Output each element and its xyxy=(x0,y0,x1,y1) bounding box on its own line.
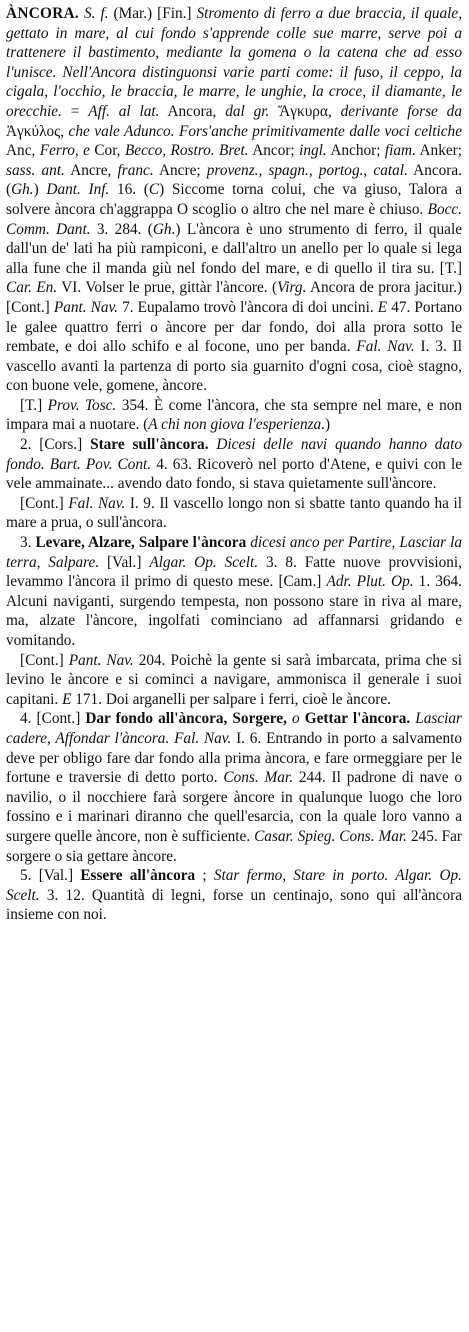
text-run: 354. È come l'àncora, che sta sempre nel mare, e non impara mai a nuotare. ( xyxy=(6,396,463,434)
italic-text: Dicesi delle navi quando hanno dato fondo. Bart. Pov. Cont. xyxy=(6,436,462,473)
entry-paragraph-sense-2-citation xyxy=(6,494,462,533)
bold-phrase: Gettar l'àncora. xyxy=(304,710,411,728)
text-run: (Mar.) [Fin.] xyxy=(108,5,197,22)
bold-phrase: Stare sull'àncora. xyxy=(90,436,209,454)
entry-paragraph-sense-4 xyxy=(6,709,462,866)
bold-phrase: Essere all'àncora xyxy=(80,867,196,885)
text-run: [Cont.] xyxy=(20,494,69,512)
text-run: = xyxy=(61,102,89,120)
text-run: 4. [Cont.] xyxy=(20,710,86,728)
italic-text: Prov. Tosc. xyxy=(47,396,117,414)
entry-paragraph-sense-3-citation xyxy=(6,651,462,710)
bold-phrase: Dar fondo all'àncora, Sorgere, xyxy=(85,710,287,728)
text-run: Ἄγκυρα, xyxy=(269,102,341,120)
italic-text: Car. En. xyxy=(6,279,58,297)
text-run: ) xyxy=(325,416,331,434)
bold-phrase: Levare, Alzare, Salpare l'àncora xyxy=(35,534,247,552)
text-run: Ἀγκύλος, xyxy=(6,122,69,140)
text-run: Ancora. ( xyxy=(6,161,462,199)
text-run: 3. 284. ( xyxy=(90,220,153,238)
entry-paragraph-sense-3 xyxy=(6,533,462,651)
italic-text: C xyxy=(148,181,160,199)
text-run: 3. 8. Fatte nuove provvisioni, levammo l'àncora il primo di questo mese. [Cam.] xyxy=(6,553,462,591)
italic-text: fiam. xyxy=(384,142,416,160)
text-run: Anker; xyxy=(415,142,462,160)
text-run: Ancora, xyxy=(159,102,226,120)
text-run: 5. [Val.] xyxy=(20,867,81,885)
italic-text: Algar. Op. Scelt. xyxy=(149,553,259,571)
text-run: I. 9. Il vascello longo non si sbatte tanto quando ha il mare a prua, o sull'àncora. xyxy=(6,494,462,532)
italic-text: Gh. xyxy=(152,220,176,238)
italic-text: ingl. xyxy=(299,142,327,160)
entry-paragraph-sense-5 xyxy=(6,866,462,925)
italic-text: Casar. Spieg. Cons. Mar. xyxy=(254,827,407,845)
text-run: ) L'àncora è uno strumento di ferro, il quale dall'un de' lati ha più rampiconi, e dall'altro un anello per lo quale si lega alla fune che il manda giù nel fondo del mare, e di quello il tira su. [T.] xyxy=(6,220,463,277)
italic-text: franc. xyxy=(117,161,154,179)
text-run: Ancora de prora jacitur.) [Cont.] xyxy=(6,279,462,316)
text-run: Ancor; xyxy=(248,142,300,160)
text-run: 244. Il padrone di nave o navilio, o il nocchiere farà sorgere àncore in qualunque luogo che loro fossino e i marinari diranno che quell'esarcia, con la quale loro vanno a surgere quelle àncore, non è sufficiente. xyxy=(6,769,463,845)
text-run: 4. 63. Ricoverò nel porto d'Atene, e quivi con le vele ammainate... avendo dato fondo, si stava quietamente sull'àncore. xyxy=(6,455,462,493)
text-run: 171. Doi arganelli per salpare i ferri, cioè le àncore. xyxy=(71,690,391,708)
italic-text: Bocc. Comm. Dant. xyxy=(6,200,462,238)
italic-text: provenz., spagn., portog., catal. xyxy=(206,161,408,179)
text-run: 47. Portano le galee quattro ferri o àncore per dar fondo, doi alla prora sotto le rembate, e doi allo schifo e al focone, uno per banda. xyxy=(6,298,462,356)
italic-text: Fal. Nav. xyxy=(68,494,126,512)
text-run: Ancre; xyxy=(153,161,207,179)
italic-text: E xyxy=(377,298,388,316)
text-run: 3. xyxy=(20,534,36,552)
text-run: 2. [Cors.] xyxy=(20,436,91,454)
italic-text: Pant. Nav. xyxy=(53,298,118,316)
text-run: Anchor; xyxy=(326,142,385,160)
text-run: [T.] xyxy=(20,396,48,414)
italic-text: Pant. Nav. xyxy=(68,651,134,669)
italic-text: Becco, Rostro. Bret. xyxy=(124,142,249,160)
italic-text: Cons. Mar. xyxy=(223,769,294,787)
italic-text: Lasciar cadere, Affondar l'àncora. Fal. Nav. xyxy=(6,710,462,747)
italic-text: E xyxy=(62,690,72,708)
italic-text: Adr. Plut. Op. xyxy=(326,573,414,591)
italic-text: Fal. Nav. xyxy=(356,338,415,356)
italic-text: A chi non giova l'esperienza. xyxy=(148,416,326,434)
text-run: 245. Far sorgere o sia gettare àncore. xyxy=(6,827,462,865)
entry-paragraph-sense-2 xyxy=(6,435,462,494)
italic-text: derivante forse da xyxy=(340,102,462,120)
headword: ÀNCORA. xyxy=(6,5,80,22)
italic-text: Gh. xyxy=(11,181,34,199)
text-run: I. 3. Il vascello avanti la partenza di porto sia guarnito d'ogni cosa, cioè stagno, con buone vele, gomene, àncore. xyxy=(6,338,462,395)
text-run: Ancre, xyxy=(64,161,118,179)
italic-text: sass. ant. xyxy=(6,161,65,179)
text-run: ; xyxy=(195,867,214,885)
text-run: ) xyxy=(33,181,47,199)
italic-text: S. f. xyxy=(84,5,109,22)
text-run: Cor, xyxy=(89,142,125,160)
text-run: I. 6. Entrando in porto a salvamento deve per obligo fare dar fondo alla prima àncora, e fare ormeggiare per le fortune e traversie di detto porto. xyxy=(6,729,462,787)
italic-text: Ferro, e xyxy=(39,142,90,160)
italic-text: Dant. Inf. xyxy=(46,181,110,199)
text-run: [Val.] xyxy=(99,553,150,571)
text-run: 204. Poichè la gente si sarà imbarcata, prima che si levino le àncore e si cominci a navigare, ammonisca il generale i suoi capitani. xyxy=(6,651,463,708)
italic-text: Virg. xyxy=(277,279,307,297)
italic-text: dal gr. xyxy=(225,102,270,120)
text-run: 1. 364. Alcuni naviganti, surgendo tempesta, non possono stare in riva al mare, ma, alzate l'àncore, ingolfati cominciano ad affannarsi gridando e vomitando. xyxy=(6,573,463,649)
text-run: 16. ( xyxy=(109,181,149,199)
entry-paragraph-proverb xyxy=(6,396,462,435)
italic-text: o xyxy=(292,710,300,728)
text-run: 3. 12. Quantità di legni, forse un centinajo, sono qui all'àncora insieme con noi. xyxy=(6,886,462,924)
text-run: VI. Volser le prue, gittàr l'àncore. ( xyxy=(57,279,278,297)
text-run: 7. Eupalamo trovò l'àncora di doi uncini. xyxy=(118,298,378,316)
italic-text: Aff. al lat. xyxy=(88,102,160,120)
text-run: [Cont.] xyxy=(20,651,69,669)
text-run: Anc, xyxy=(6,142,40,160)
entry-paragraph-definition xyxy=(6,4,462,396)
italic-text: che vale Adunco. Fors'anche primitivamente dalle voci celtiche xyxy=(68,122,462,140)
italic-text: Stromento di ferro a due braccia, il quale, gettato in mare, al cui fondo s'apprende colle sue marre, serve poi a trattenere il bastimento, mediante la gomena o la catena che ad esso l'unisce. Nell'Ancora distinguonsi varie parti come: il fuso, il ceppo, la cigala, l'occhio, le braccia, le marre, le unghie, la croce, il diamante, le orecchie. xyxy=(6,5,463,120)
text-run: ) Siccome torna colui, che va giuso, Talora a solvere àncora ch'aggrappa O scoglio o altro che nel mare è chiuso. xyxy=(6,181,462,218)
italic-text: dicesi anco per Partire, Lasciar la terra, Salpare. xyxy=(6,534,462,571)
italic-text: Star fermo, Stare in porto. Algar. Op. Scelt. xyxy=(6,867,462,904)
